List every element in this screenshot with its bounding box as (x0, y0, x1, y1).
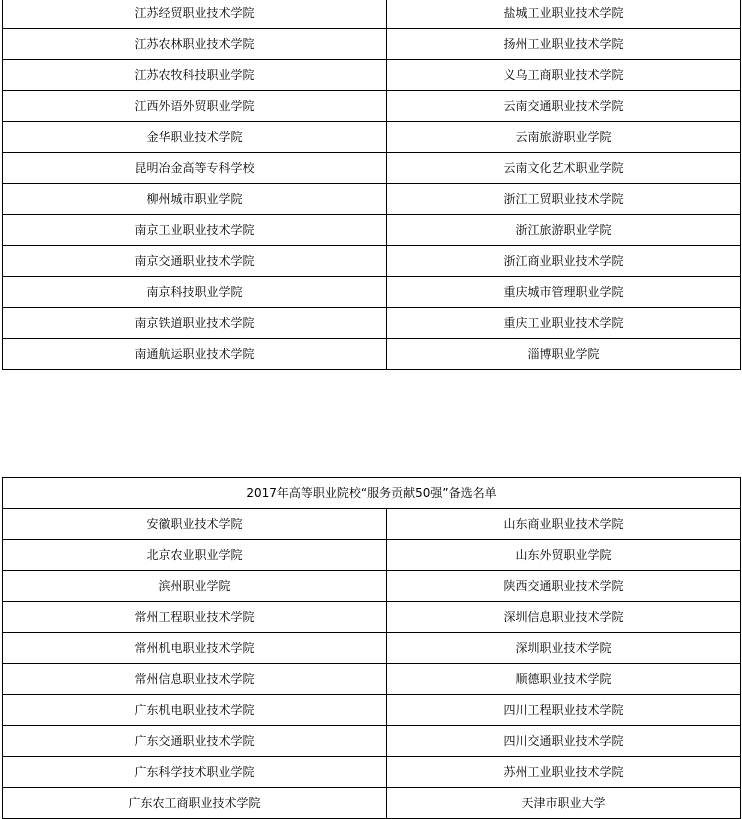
school-name-right: 深圳职业技术学院 (387, 633, 741, 664)
school-name-right: 苏州工业职业技术学院 (387, 757, 741, 788)
school-name-right: 深圳信息职业技术学院 (387, 602, 741, 633)
table-row (3, 695, 741, 726)
school-name-right: 云南交通职业技术学院 (387, 91, 741, 122)
school-name-left: 金华职业技术学院 (3, 122, 387, 153)
table-row (3, 571, 741, 602)
table-row (3, 788, 741, 819)
school-name-right: 重庆工业职业技术学院 (387, 308, 741, 339)
school-name-right: 云南旅游职业学院 (387, 122, 741, 153)
school-name-right: 浙江工贸职业技术学院 (387, 184, 741, 215)
school-name-left: 常州信息职业技术学院 (3, 664, 387, 695)
school-name-left: 广东交通职业技术学院 (3, 726, 387, 757)
school-name-right: 山东商业职业技术学院 (387, 509, 741, 540)
school-name-left: 江西外语外贸职业学院 (3, 91, 387, 122)
table-row (3, 277, 741, 308)
table-caption: 2017年高等职业院校“服务贡献50强”备选名单 (3, 478, 741, 509)
table-caption-row (3, 478, 741, 509)
school-name-left: 江苏农牧科技职业学院 (3, 60, 387, 91)
school-list-top-body (3, 0, 741, 370)
school-name-right: 陕西交通职业技术学院 (387, 571, 741, 602)
school-name-right: 四川交通职业技术学院 (387, 726, 741, 757)
school-name-left: 广东农工商职业技术学院 (3, 788, 387, 819)
table-row (3, 29, 741, 60)
school-name-left: 南京科技职业学院 (3, 277, 387, 308)
table-row (3, 633, 741, 664)
school-name-right: 天津市职业大学 (387, 788, 741, 819)
school-name-right: 扬州工业职业技术学院 (387, 29, 741, 60)
table-row (3, 726, 741, 757)
table-row (3, 60, 741, 91)
school-name-left: 昆明冶金高等专科学校 (3, 153, 387, 184)
school-name-left: 常州工程职业技术学院 (3, 602, 387, 633)
school-list-table-bottom (2, 477, 741, 819)
table-row (3, 602, 741, 633)
school-name-left: 安徽职业技术学院 (3, 509, 387, 540)
school-name-left: 江苏农林职业技术学院 (3, 29, 387, 60)
school-name-right: 四川工程职业技术学院 (387, 695, 741, 726)
table-row (3, 540, 741, 571)
school-list-table-top (2, 0, 741, 370)
table-row (3, 153, 741, 184)
school-name-left: 南京交通职业技术学院 (3, 246, 387, 277)
school-name-right: 盐城工业职业技术学院 (387, 0, 741, 29)
table-row (3, 91, 741, 122)
school-name-right: 浙江商业职业技术学院 (387, 246, 741, 277)
table-row (3, 509, 741, 540)
table-row (3, 215, 741, 246)
school-name-right: 淄博职业学院 (387, 339, 741, 370)
school-name-left: 北京农业职业学院 (3, 540, 387, 571)
school-name-right: 义乌工商职业技术学院 (387, 60, 741, 91)
school-name-right: 山东外贸职业学院 (387, 540, 741, 571)
table-row (3, 308, 741, 339)
school-name-right: 重庆城市管理职业学院 (387, 277, 741, 308)
school-name-left: 南京工业职业技术学院 (3, 215, 387, 246)
school-list-bottom-body (3, 478, 741, 819)
school-name-left: 常州机电职业技术学院 (3, 633, 387, 664)
table-row (3, 757, 741, 788)
table-row (3, 246, 741, 277)
school-name-right: 浙江旅游职业学院 (387, 215, 741, 246)
table-row (3, 664, 741, 695)
school-name-left: 广东科学技术职业学院 (3, 757, 387, 788)
school-name-left: 柳州城市职业学院 (3, 184, 387, 215)
table-row (3, 122, 741, 153)
table-row (3, 184, 741, 215)
table-row (3, 0, 741, 29)
school-name-left: 广东机电职业技术学院 (3, 695, 387, 726)
school-name-left: 南京铁道职业技术学院 (3, 308, 387, 339)
school-name-right: 顺德职业技术学院 (387, 664, 741, 695)
school-name-left: 江苏经贸职业技术学院 (3, 0, 387, 29)
school-name-left: 滨州职业学院 (3, 571, 387, 602)
school-name-left: 南通航运职业技术学院 (3, 339, 387, 370)
table-row (3, 339, 741, 370)
school-name-right: 云南文化艺术职业学院 (387, 153, 741, 184)
